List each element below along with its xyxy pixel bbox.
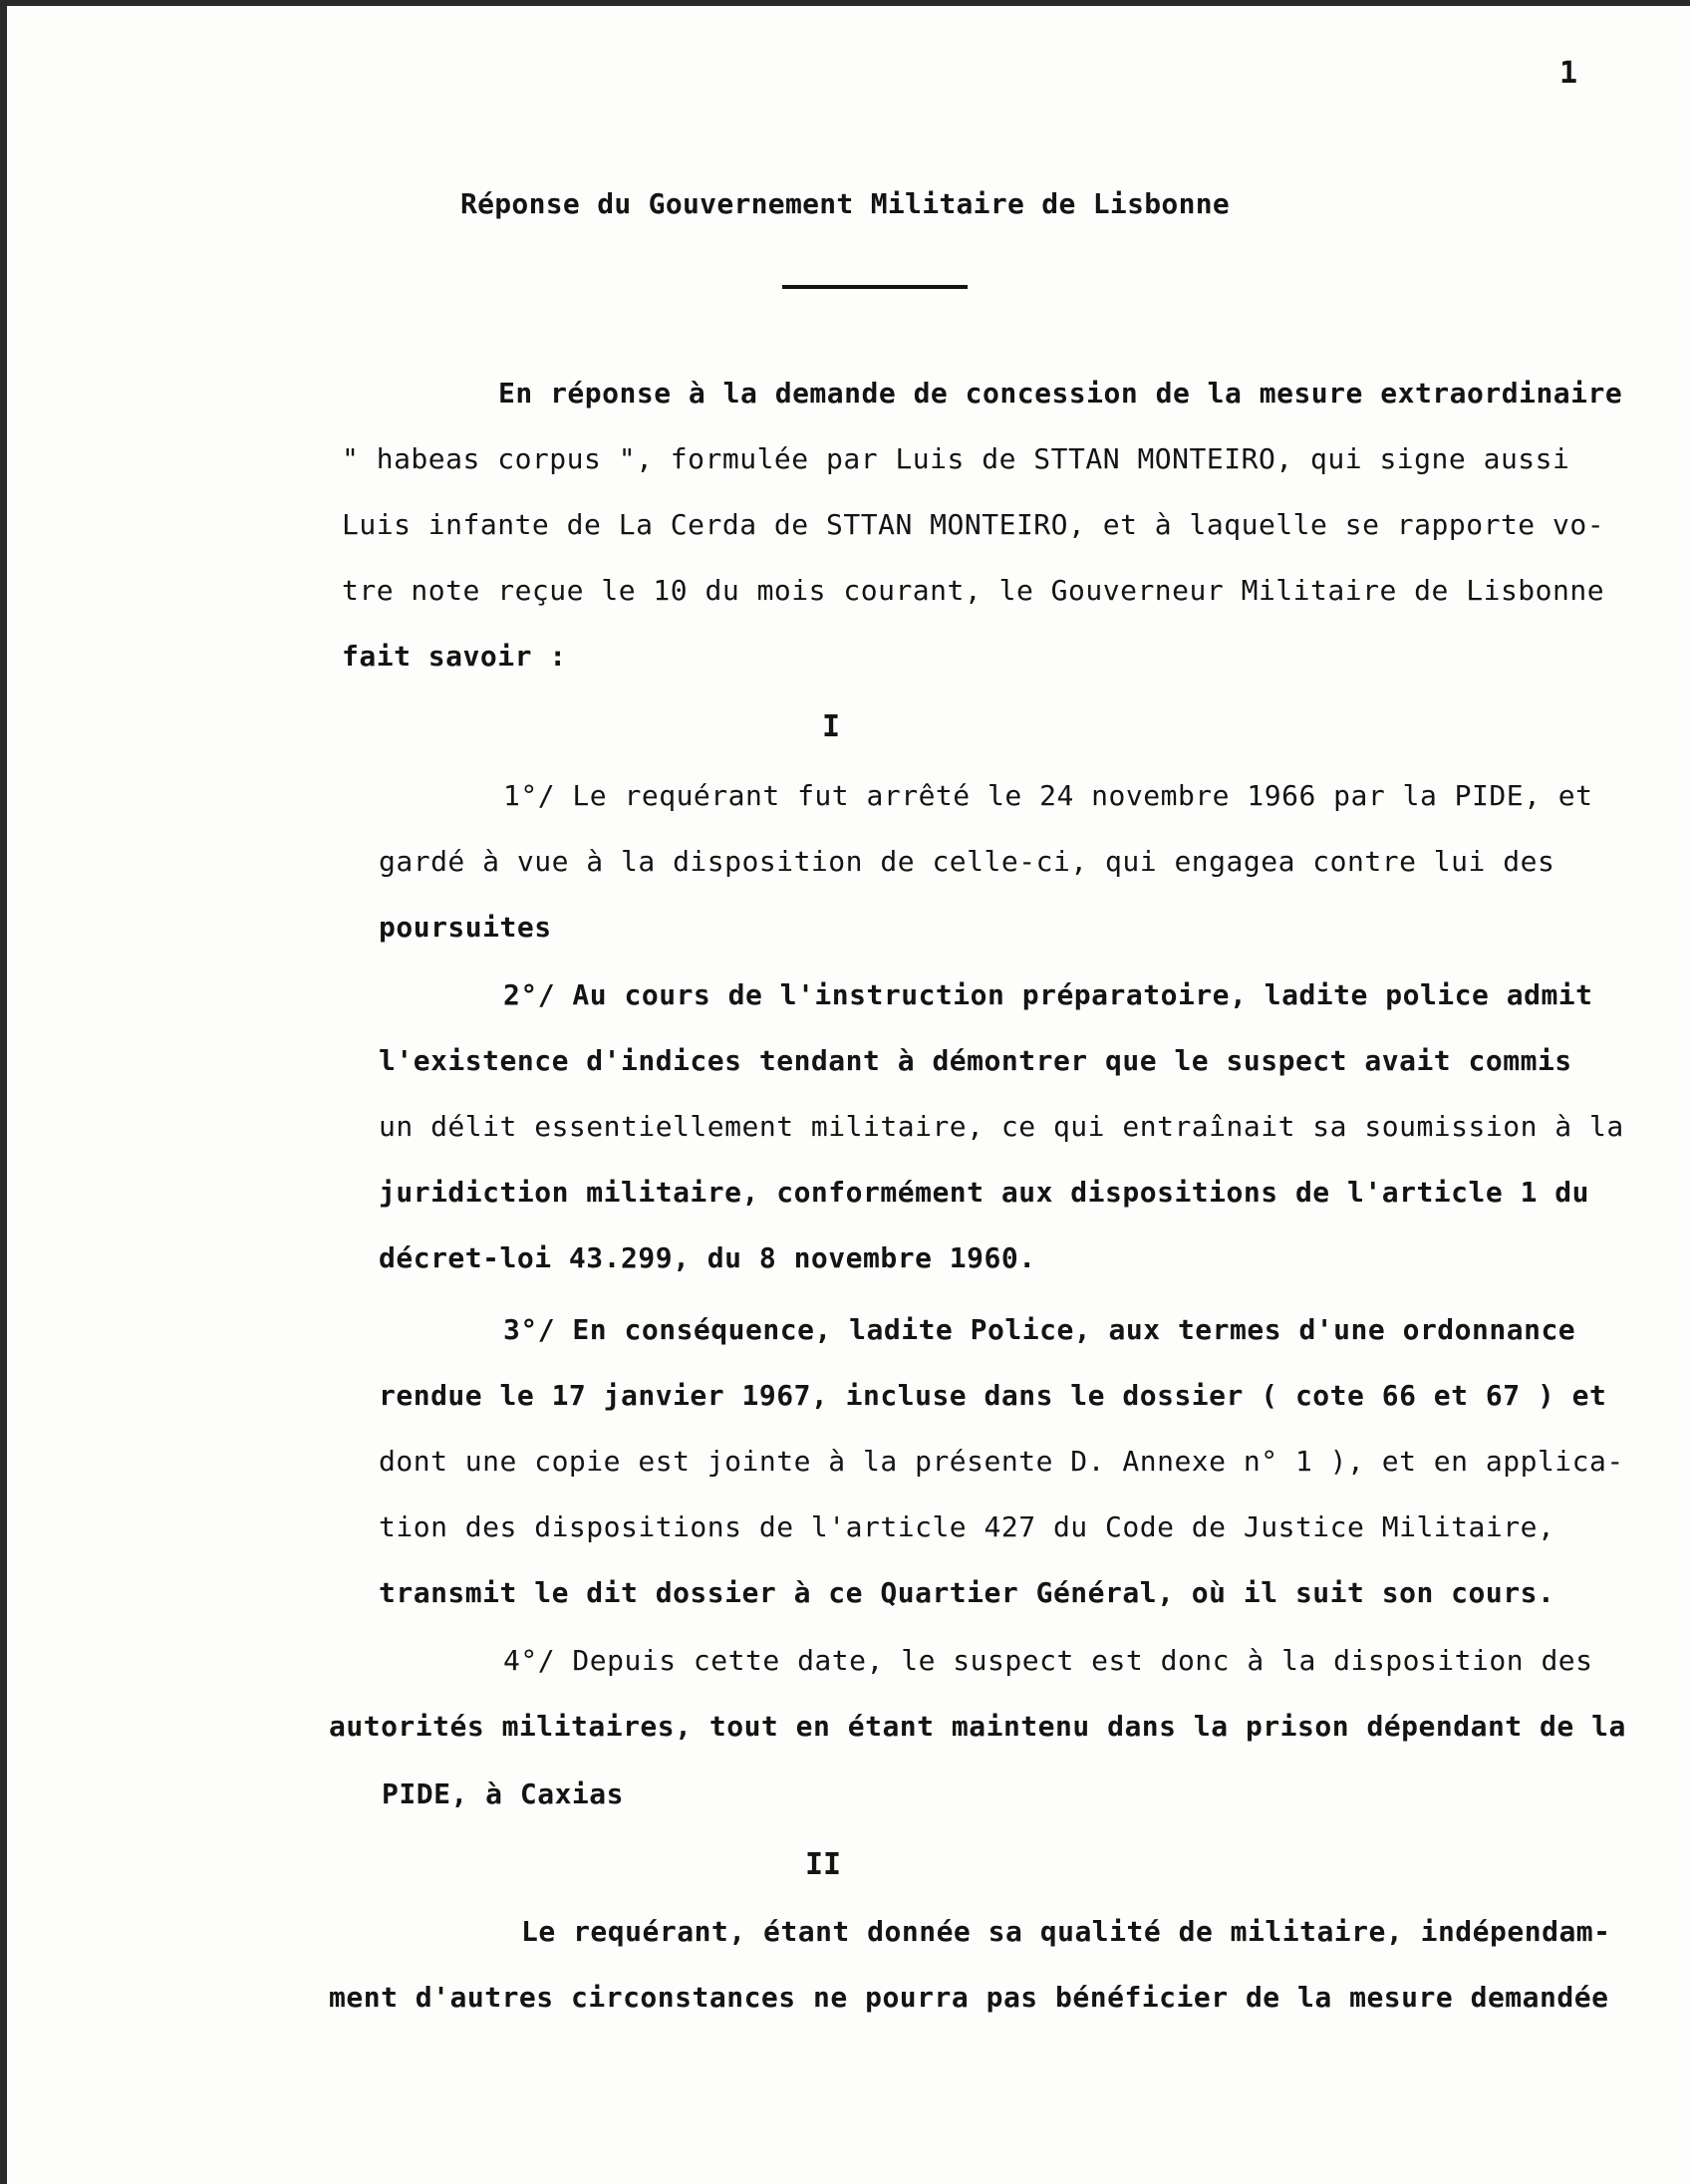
section1-p2-line-1: 2°/ Au cours de l'instruction préparatoire, ladite police admit <box>503 978 1593 1011</box>
scan-edge-top <box>0 0 1690 6</box>
intro-line-5: fait savoir : <box>342 640 567 673</box>
section1-p4-line-1: 4°/ Depuis cette date, le suspect est donc à la disposition des <box>503 1644 1593 1677</box>
section1-p4-line-2: autorités militaires, tout en étant maintenu dans la prison dépendant de la <box>329 1710 1626 1743</box>
page-number: 1 <box>1559 56 1578 91</box>
section1-p2-line-3: un délit essentiellement militaire, ce qui entraînait sa soumission à la <box>379 1110 1624 1143</box>
intro-line-1: En réponse à la demande de concession de la mesure extraordinaire <box>498 377 1623 410</box>
section1-p2-line-5: décret-loi 43.299, du 8 novembre 1960. <box>379 1241 1036 1274</box>
section1-p3-line-3: dont une copie est jointe à la présente D. Annexe n° 1 ), et en applica- <box>379 1445 1624 1478</box>
intro-line-4: tre note reçue le 10 du mois courant, le Gouverneur Militaire de Lisbonne <box>342 574 1605 607</box>
scan-edge-left <box>0 0 7 2184</box>
section2-p1-line-2: ment d'autres circonstances ne pourra pas bénéficier de la mesure demandée <box>329 1981 1609 2014</box>
intro-line-3: Luis infante de La Cerda de STTAN MONTEIRO, et à laquelle se rapporte vo- <box>342 508 1605 541</box>
section1-p3-line-1: 3°/ En conséquence, ladite Police, aux termes d'une ordonnance <box>503 1313 1576 1346</box>
intro-line-2: " habeas corpus ", formulée par Luis de STTAN MONTEIRO, qui signe aussi <box>342 442 1570 475</box>
document-title: Réponse du Gouvernement Militaire de Lisbonne <box>459 187 1231 220</box>
section1-p3-line-4: tion des dispositions de l'article 427 du Code de Justice Militaire, <box>379 1510 1555 1543</box>
section1-p2-line-2: l'existence d'indices tendant à démontrer que le suspect avait commis <box>379 1044 1572 1077</box>
section1-p1-line-3: poursuites <box>379 911 552 944</box>
section1-p1-line-1: 1°/ Le requérant fut arrêté le 24 novembre 1966 par la PIDE, et <box>503 779 1593 812</box>
section1-p3-line-5: transmit le dit dossier à ce Quartier Général, où il suit son cours. <box>379 1576 1555 1609</box>
section1-p3-line-2: rendue le 17 janvier 1967, incluse dans le dossier ( cote 66 et 67 ) et <box>379 1379 1607 1412</box>
title-underline <box>782 285 968 289</box>
section-heading-1: I <box>822 709 841 744</box>
section1-p4-line-3: PIDE, à Caxias <box>382 1777 625 1810</box>
section1-p1-line-2: gardé à vue à la disposition de celle-ci, qui engagea contre lui des <box>379 845 1555 878</box>
section2-p1-line-1: Le requérant, étant donnée sa qualité de militaire, indépendam- <box>521 1915 1611 1948</box>
section1-p2-line-4: juridiction militaire, conformément aux dispositions de l'article 1 du <box>379 1176 1590 1209</box>
section-heading-2: II <box>805 1847 842 1882</box>
